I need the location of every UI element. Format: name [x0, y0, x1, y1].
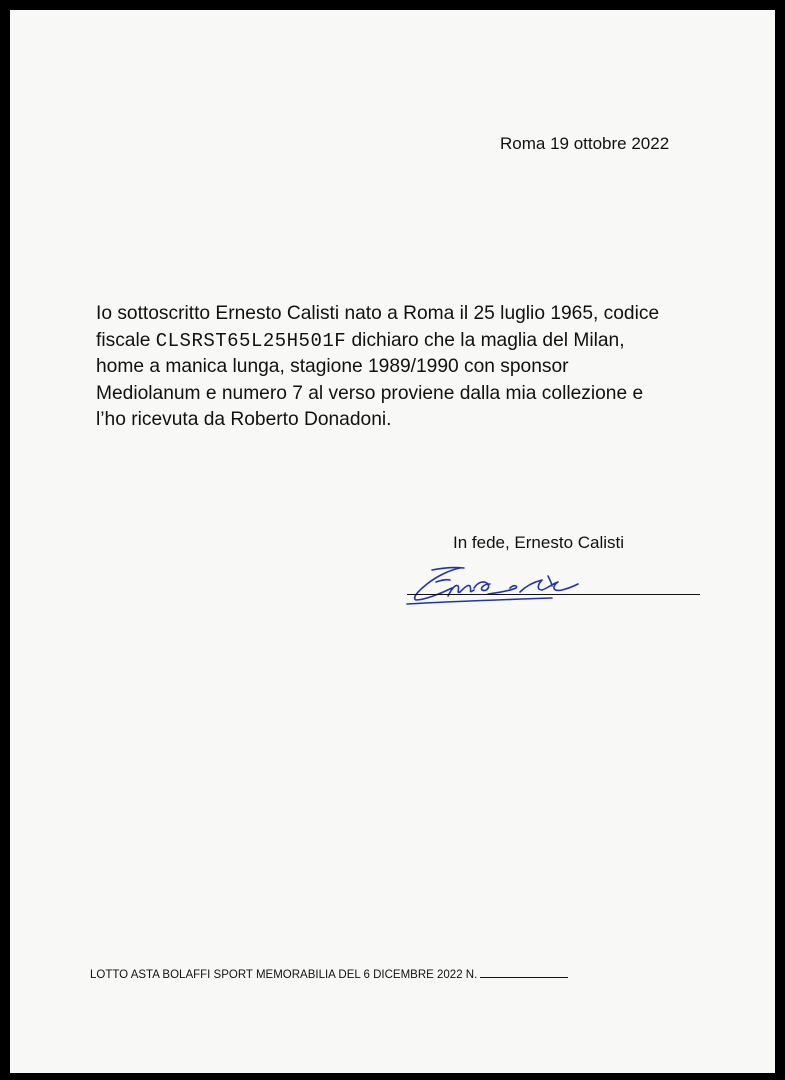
date-line: Roma 19 ottobre 2022: [500, 134, 670, 153]
declaration-line-1: Io sottoscritto Ernesto Calisti nato a Roma il 25 luglio 1965, codice: [96, 303, 660, 324]
declaration-line-3: home a manica lunga, stagione 1989/1990 con sponsor: [96, 356, 569, 377]
fiscal-code: CLSRST65L25H501F: [155, 329, 347, 352]
declaration-line-4: Mediolanum e numero 7 al verso proviene dalla mia collezione e: [96, 382, 644, 404]
lot-number-blank: [480, 967, 568, 978]
declaration-paragraph: [96, 301, 716, 434]
declaration-line-5: l’ho ricevuta da Roberto Donadoni.: [96, 409, 392, 430]
document-page: [10, 10, 775, 1073]
declaration-line-2: [96, 328, 716, 355]
closing-signoff: In fede, Ernesto Calisti: [453, 533, 625, 552]
footer-text: LOTTO ASTA BOLAFFI SPORT MEMORABILIA DEL 6 DICEMBRE 2022 N.: [90, 969, 478, 981]
signature-line: [407, 594, 700, 595]
handwritten-signature: [402, 558, 582, 608]
fiscal-label: fiscale: [96, 329, 151, 351]
declaration-line-2-rest: dichiaro che la maglia del Milan,: [351, 329, 625, 351]
footer-lot-note: [90, 967, 568, 981]
